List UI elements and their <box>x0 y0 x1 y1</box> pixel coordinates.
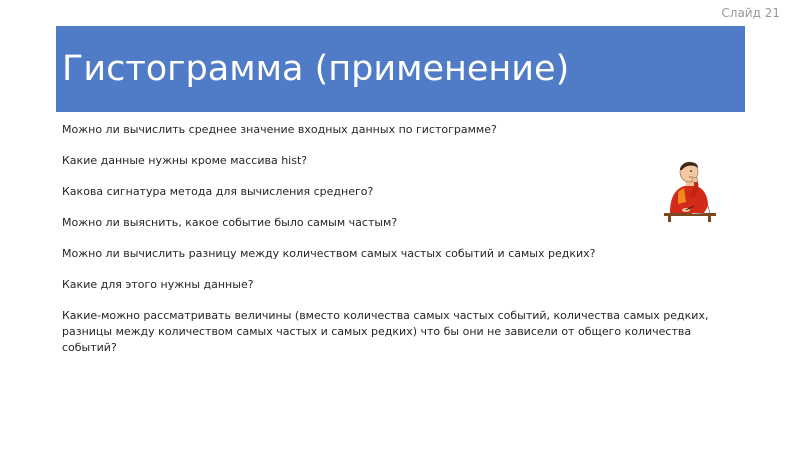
question-item: Можно ли выяснить, какое событие было самым частым? <box>62 216 398 229</box>
question-item: Какие-можно рассматривать величины (вместо количества самых частых событий, количества самых редких, разницы между количеством самых частых и самых редких) что бы они не зависели от общего количества событий? <box>62 309 709 354</box>
thinking-man-icon <box>664 158 716 222</box>
question-item: Какова сигнатура метода для вычисления среднего? <box>62 185 374 198</box>
title-bar <box>56 26 745 112</box>
slide-number: Слайд 21 <box>721 6 780 20</box>
question-item: Какие данные нужны кроме массива hist? <box>62 154 308 167</box>
question-item: Какие для этого нужны данные? <box>62 278 254 291</box>
question-item: Можно ли вычислить разницу между количеством самых частых событий и самых редких? <box>62 247 596 260</box>
question-list <box>62 122 742 371</box>
question-item: Можно ли вычислить среднее значение входных данных по гистограмме? <box>62 123 497 136</box>
slide-title: Гистограмма (применение) <box>62 49 570 89</box>
